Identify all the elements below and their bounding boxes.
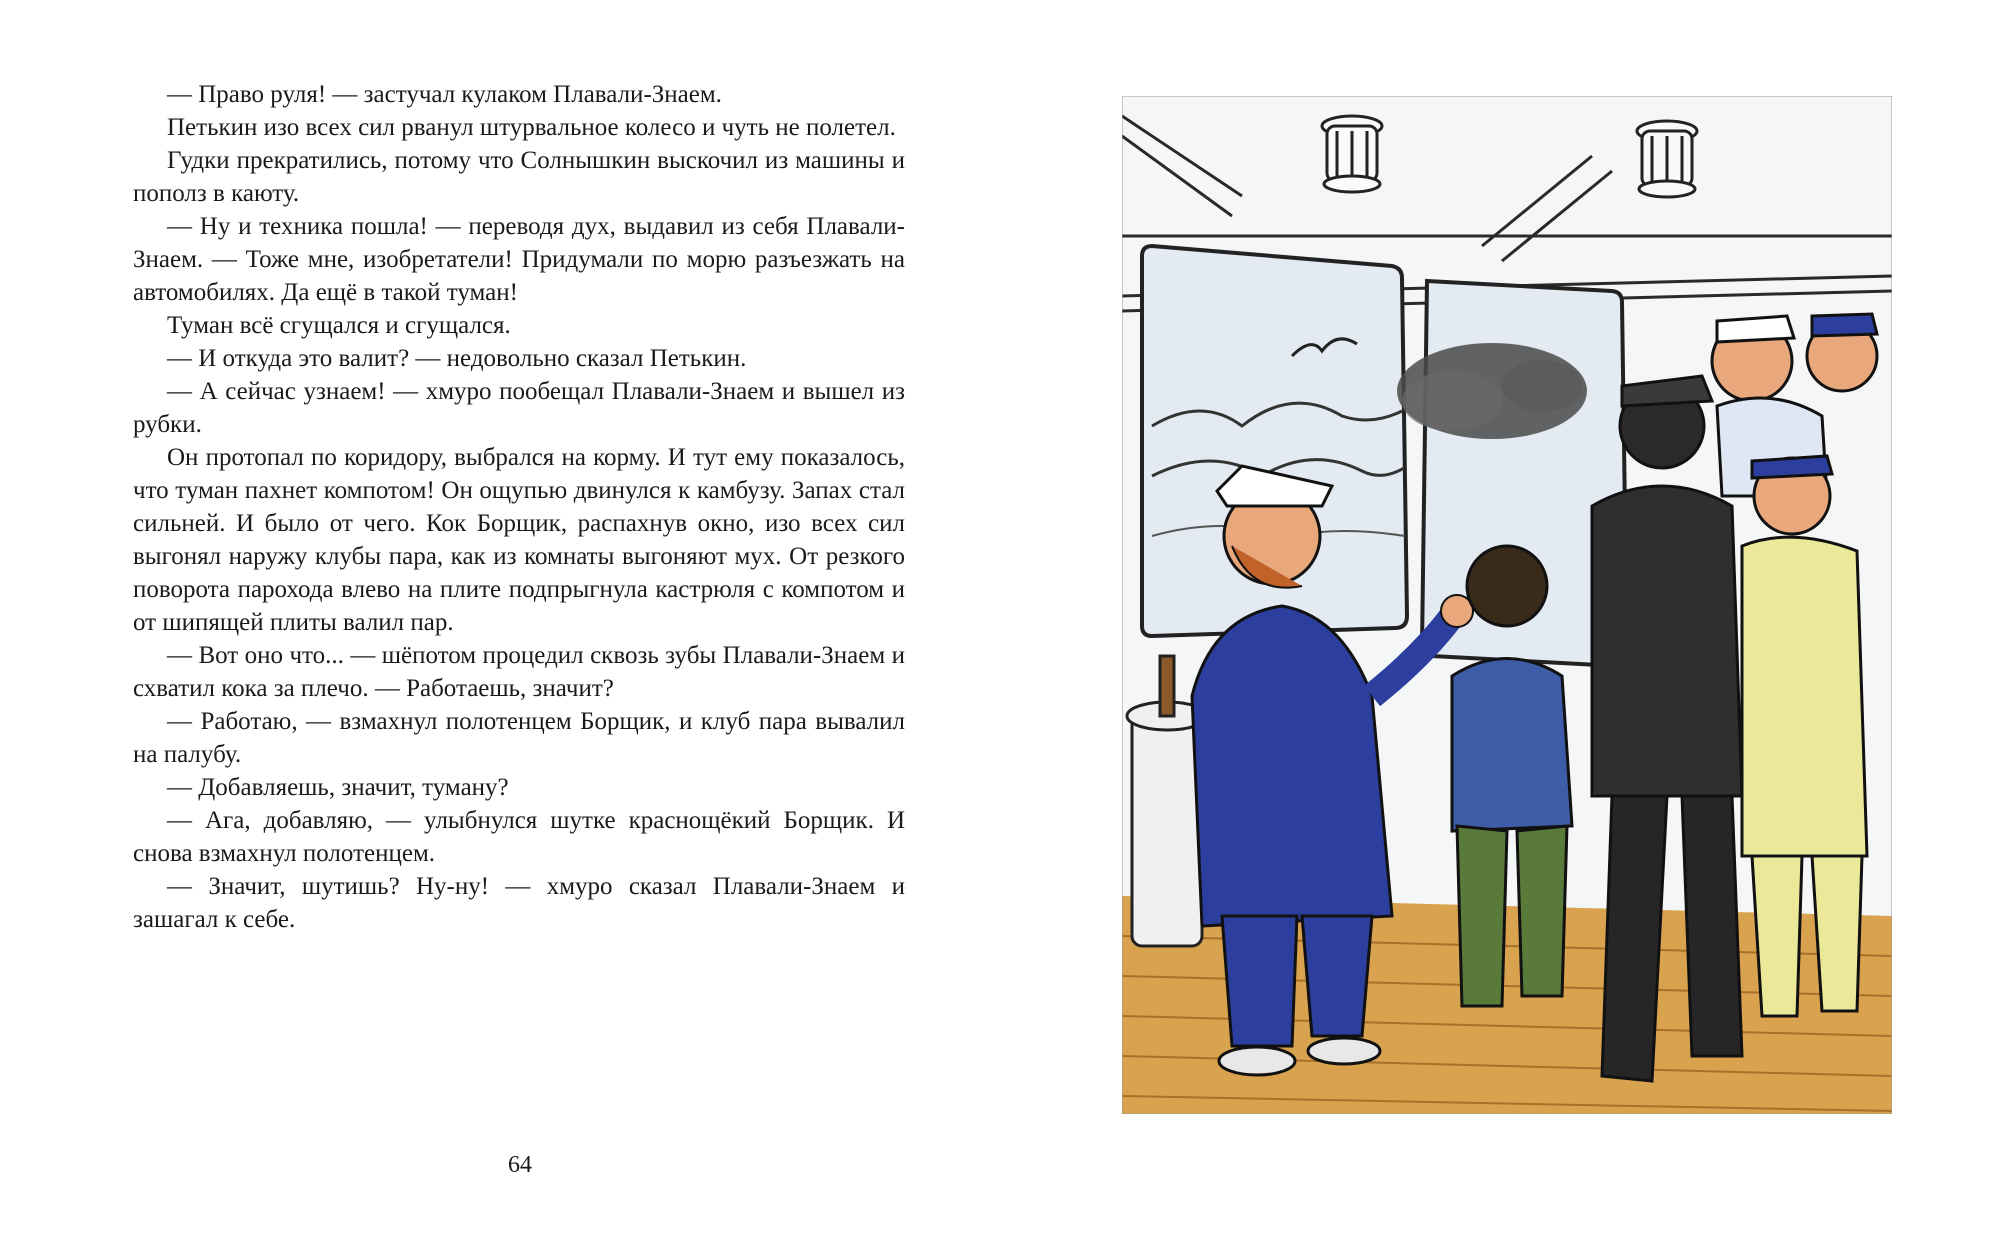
illustration (1122, 96, 1892, 1114)
paragraph: — А сейчас узнаем! — хмуро пообещал Плавали-Знаем и вышел из рубки. (133, 378, 905, 438)
paragraph: Петькин изо всех сил рванул штурвальное колесо и чуть не полетел. (167, 114, 896, 141)
paragraph: — Право руля! — застучал кулаком Плавали-Знаем. (167, 81, 722, 108)
paragraph: — Ну и техника пошла! — переводя дух, выдавил из себя Плавали-Знаем. — Тоже мне, изобретатели! Придумали по морю разъезжать на автомобилях. Да ещё в такой туман! (133, 213, 905, 306)
paragraph: — Вот оно что... — шёпотом процедил сквозь зубы Плавали-Знаем и схватил кока за плечо. — Работаешь, значит? (133, 642, 905, 702)
illustration-drawing (1122, 96, 1892, 1114)
paragraph: — Ага, добавляю, — улыбнулся шутке краснощёкий Борщик. И снова взмахнул полотенцем. (133, 807, 905, 867)
text-page (133, 78, 905, 936)
ceiling-lamp-right (1637, 121, 1697, 197)
page-number: 64 (508, 1152, 532, 1178)
paragraph: Гудки прекратились, потому что Солнышкин выскочил из машины и пополз в каюту. (133, 147, 905, 207)
ceiling-lamp-left (1322, 116, 1382, 192)
paragraph: — Работаю, — взмахнул полотенцем Борщик, и клуб пара вывалил на палубу. (133, 708, 905, 768)
paragraph: — Значит, шутишь? Ну-ну! — хмуро сказал Плавали-Знаем и зашагал к себе. (133, 873, 905, 933)
paragraph: Туман всё сгущался и сгущался. (167, 312, 511, 339)
paragraph: Он протопал по коридору, выбрался на корму. И тут ему показалось, что туман пахнет компотом! Он ощупью двинулся к камбузу. Запах стал сильней. И было от чего. Кок Борщик, распахнув окно, изо всех сил выгонял наружу клубы пара, как из комнаты выгоняют мух. От резкого поворота парохода влево на плите подпрыгнула кастрюля с компотом и от шипящей плиты валил пар. (133, 444, 905, 636)
paragraph: — И откуда это валит? — недовольно сказал Петькин. (167, 345, 747, 372)
paragraph: — Добавляешь, значит, туману? (167, 774, 509, 801)
